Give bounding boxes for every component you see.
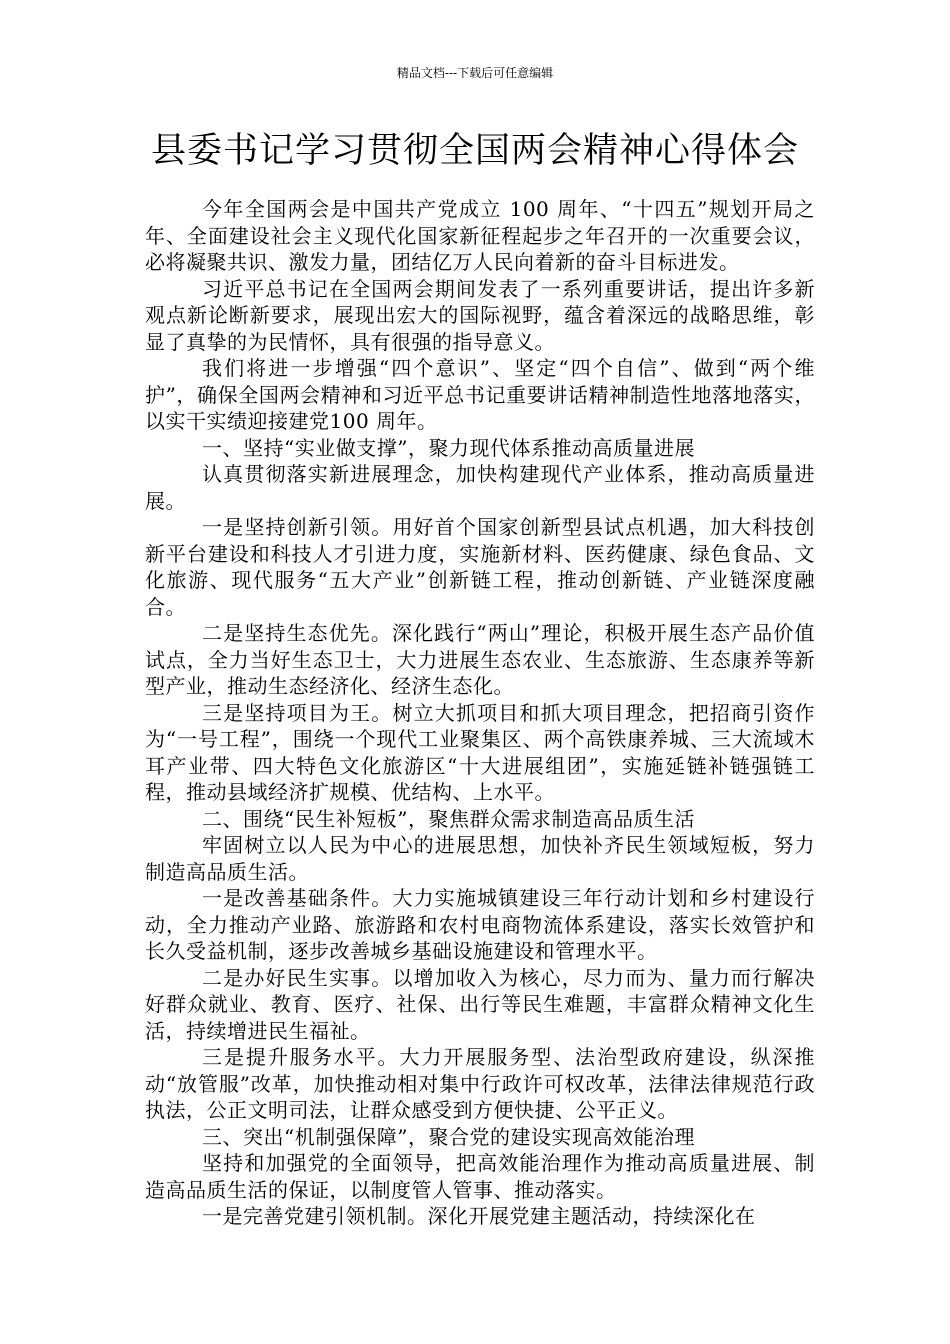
header-note: 精品文档---下载后可任意编辑: [396, 66, 554, 80]
paragraph-section-2-intro: 牢固树立以人民为中心的进展思想，加快补齐民生领域短板，努力制造高品质生活。: [145, 833, 815, 884]
paragraph-livelihood: 二是办好民生实事。以增加收入为核心，尽力而为、量力而行解决好群众就业、教育、医疗、社保、出行等民生难题，丰富群众精神文化生活，持续增进民生福祉。: [145, 965, 815, 1043]
paragraph-speech: 习近平总书记在全国两会期间发表了一系列重要讲话，提出许多新观点新论断新要求，展现出宏大的国际视野，蕴含着深远的战略思维，彰显了真挚的为民情怀，具有很强的指导意义。: [145, 276, 815, 354]
paragraph-section-3-intro: 坚持和加强党的全面领导，把高效能治理作为推动高质量进展、制造高品质生活的保证，以制度管人管事、推动落实。: [145, 1151, 815, 1202]
paragraph-commitment: 我们将进一步增强“四个意识”、坚定“四个自信”、做到“两个维护”，确保全国两会精神和习近平总书记重要讲话精神制造性地落地落实，以实干实绩迎接建党100 周年。: [145, 356, 815, 433]
document-title: 县委书记学习贯彻全国两会精神心得体会: [150, 131, 799, 171]
paragraph-infrastructure: 一是改善基础条件。大力实施城镇建设三年行动计划和乡村建设行动，全力推动产业路、旅游路和农村电商物流体系建设，落实长效管护和长久受益机制，逐步改善城乡基础设施建设和管理水平。: [145, 886, 815, 963]
document-body: [145, 196, 815, 1230]
section-heading-2: 二、围绕“民生补短板”，聚焦群众需求制造高品质生活: [202, 806, 695, 831]
paragraph-section-1-intro: 认真贯彻落实新进展理念，加快构建现代产业体系，推动高质量进展。: [145, 462, 815, 513]
paragraph-services: 三是提升服务水平。大力开展服务型、法治型政府建设，纵深推动“放管服”改革，加快推动相对集中行政许可权改革，法律法律规范行政执法，公正文明司法，让群众感受到方便快捷、公平正义。: [145, 1045, 815, 1122]
paragraph-intro: 今年全国两会是中国共产党成立 100 周年、“十四五”规划开局之年、全面建设社会主义现代化国家新征程起步之年召开的一次重要会议，必将凝聚共识、激发力量，团结亿万人民向着新的奋斗目标进发。: [145, 197, 815, 274]
paragraph-projects: 三是坚持项目为王。树立大抓项目和抓大项目理念，把招商引资作为“一号工程”，围绕一个现代工业聚集区、两个高铁康养城、三大流域木耳产业带、四大特色文化旅游区“十大进展组团”，实施延链补链强链工程，推动县域经济扩规模、优结构、上水平。: [145, 700, 815, 804]
paragraph-innovation: 一是坚持创新引领。用好首个国家创新型县试点机遇，加大科技创新平台建设和科技人才引进力度，实施新材料、医药健康、绿色食品、文化旅游、现代服务“五大产业”创新链工程，推动创新链、产业链深度融合。: [145, 515, 815, 619]
section-heading-3: 三、突出“机制强保障”，聚合党的建设实现高效能治理: [202, 1124, 695, 1149]
paragraph-party-building: 一是完善党建引领机制。深化开展党建主题活动，持续深化在: [202, 1204, 756, 1228]
paragraph-ecology: 二是坚持生态优先。深化践行“两山”理论，积极开展生态产品价值试点，全力当好生态卫士，大力进展生态农业、生态旅游、生态康养等新型产业，推动生态经济化、经济生态化。: [145, 621, 815, 698]
section-heading-1: 一、坚持“实业做支撑”，聚力现代体系推动高质量进展: [202, 435, 695, 460]
